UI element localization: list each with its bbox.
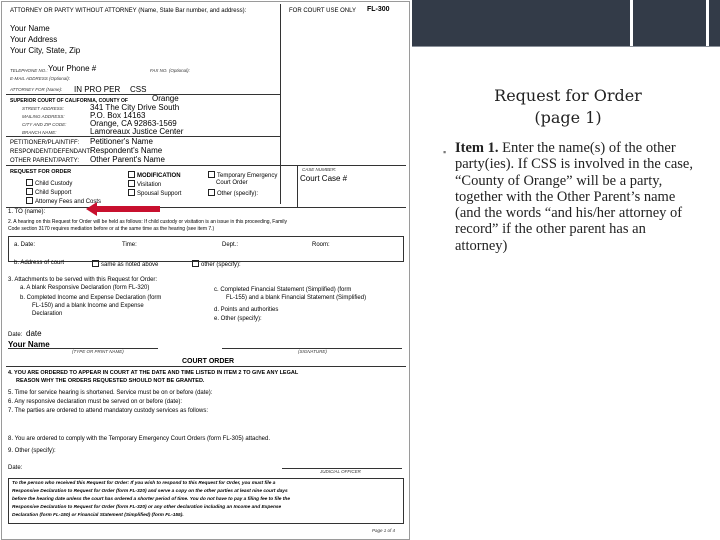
branch-name: Lamoreaux Justice Center <box>90 127 184 136</box>
bullet-lead: Item 1. <box>455 140 499 156</box>
attorney-fees-option: Attorney Fees and Costs <box>26 197 101 205</box>
modification-option: MODIFICATION <box>128 171 181 179</box>
your-name: Your Name <box>10 24 50 33</box>
notice-line3: before the hearing date unless the court has ordered a shorter period of time. You do not have to pay a filing fee to file the <box>12 497 290 502</box>
same-as-option: same as noted above <box>92 260 158 268</box>
respondent-label: RESPONDENT/DEFENDANT: <box>10 149 92 155</box>
header-divider <box>412 46 720 47</box>
child-support-option: Child Support <box>26 188 71 196</box>
court-order-item5: 5. Time for service hearing is shortened. Service must be on or before (date): <box>8 390 213 396</box>
signature-label: (SIGNATURE) <box>298 349 327 354</box>
mailing-label: MAILING ADDRESS: <box>22 114 65 119</box>
telephone-label: TELEPHONE NO.: <box>10 68 48 73</box>
hearing-time-label: Time: <box>122 242 137 248</box>
type-print-label: (TYPE OR PRINT NAME) <box>72 349 124 354</box>
fax-label: FAX NO. (Optional): <box>150 68 190 73</box>
request-for-order-label: REQUEST FOR ORDER <box>10 169 72 175</box>
notice-line4: Responsive Declaration to Request for Order (form FL-320) or any other declaration including an Income and Expense <box>12 505 282 510</box>
street-address: 341 The City Drive South <box>90 103 180 112</box>
email-label: E-MAIL ADDRESS (Optional): <box>10 76 71 81</box>
court-order-item4: 4. YOU ARE ORDERED TO APPEAR IN COURT AT THE DATE AND TIME LISTED IN ITEM 2 TO GIVE ANY LEGAL <box>8 370 299 376</box>
slide-title-line1: Request for Order <box>494 86 642 105</box>
attachment-e: e. Other (specify): <box>214 316 262 322</box>
date-sig-label: Date: <box>8 332 23 338</box>
page-of-label: Page 1 of 4 <box>372 528 396 533</box>
header-bar-left <box>412 0 630 46</box>
hearing-dept-label: Dept.: <box>222 242 239 248</box>
attachment-c-line2: FL-155) and a blank Financial Statement (Simplified) <box>226 295 367 301</box>
court-order-item8: 8. You are ordered to comply with the Temporary Emergency Court Orders (form FL-305) attached. <box>8 436 271 442</box>
notice-line2: Responsive Declaration to Request for Order (form FL-320) and serve a copy on the other parties at least nine court days <box>12 489 288 494</box>
item2-hearing: 2. A hearing on this Request for Order will be held as follows: If child custody or visitation is an issue in this proceeding, Family <box>8 219 288 225</box>
court-order-label: Court Order <box>216 180 248 186</box>
your-city: Your City, State, Zip <box>10 46 81 55</box>
court-order-item7: 7. The parties are ordered to attend mandatory custody services as follows: <box>8 408 208 414</box>
red-arrow-shaft <box>94 206 160 212</box>
form-fl300-image <box>1 1 410 540</box>
slide-title <box>470 85 666 129</box>
item1-to-name: 1. TO (name): <box>8 209 46 215</box>
petitioner-name: Petitioner's Name <box>90 137 153 146</box>
your-phone: Your Phone # <box>48 64 97 73</box>
attachment-b: b. Completed Income and Expense Declaration (form <box>20 295 162 301</box>
other-parent-label: OTHER PARENT/PARTY: <box>10 158 80 164</box>
other-court-option: other (specify): <box>192 260 241 268</box>
css-label: CSS <box>130 85 147 94</box>
respondent-name: Respondent's Name <box>90 146 163 155</box>
judicial-officer-label: JUDICIAL OFFICER <box>320 469 361 474</box>
child-custody-option: Child Custody <box>26 179 72 187</box>
court-order-item9: 9. Other (specify): <box>8 448 56 454</box>
attachment-d: d. Points and authorities <box>214 307 279 313</box>
notice-line5: Declaration (form FL-150) or Financial Statement (Simplified) (form FL-155). <box>12 513 184 518</box>
bullet-item <box>443 140 695 254</box>
hearing-date-label: a. Date: <box>14 242 36 248</box>
date-footer-label: Date: <box>8 465 23 471</box>
slide-title-line2: (page 1) <box>534 108 602 127</box>
other-specify-option: Other (specify): <box>208 189 258 197</box>
petitioner-label: PETITIONER/PLAINTIFF: <box>10 140 80 146</box>
header-bar-middle <box>633 0 706 46</box>
temp-emergency-option: Temporary Emergency <box>208 171 277 179</box>
county-name: Orange <box>152 94 179 103</box>
attachment-c: c. Completed Financial Statement (Simplified) (form <box>214 287 352 293</box>
case-number: Court Case # <box>300 174 348 183</box>
court-order-heading: COURT ORDER <box>182 358 235 365</box>
attachment-a: a. A blank Responsive Declaration (form FL-320) <box>20 285 150 291</box>
date-value: date <box>26 329 42 338</box>
attorney-for-label: ATTORNEY FOR (Name): <box>10 87 63 92</box>
court-order-item6: 6. Any responsive declaration must be served on or before (date): <box>8 399 183 405</box>
item3-attachments: 3. Attachments to be served with this Request for Order: <box>8 277 158 283</box>
superior-court-label: SUPERIOR COURT OF CALIFORNIA, COUNTY OF <box>10 98 128 104</box>
spousal-support-option: Spousal Support <box>128 189 181 197</box>
court-order-item4-cont: REASON WHY THE ORDERS REQUESTED SHOULD NOT BE GRANTED. <box>16 378 205 384</box>
in-pro-per: IN PRO PER <box>74 85 121 94</box>
other-parent-name: Other Parent's Name <box>90 155 165 164</box>
bullet-text: Enter the name(s) of the other party(ies). If CSS is involved in the case, “County of Orange” will be a party, together with the Other Parent’s name (and the words “and his/her attorney of record” if the other parent has an attorney) <box>455 140 693 254</box>
address-court-label: b. Address of court <box>14 260 65 266</box>
branch-label: BRANCH NAME: <box>22 130 57 135</box>
form-number: FL-300 <box>367 6 390 13</box>
street-label: STREET ADDRESS: <box>22 106 64 111</box>
case-number-label: CASE NUMBER: <box>302 167 337 172</box>
attachment-b-line2: FL-150) and a blank Income and Expense <box>32 303 144 309</box>
item2-hearing-cont: Code section 3170 requires mediation before or at the same time as the hearing (see item 7.) <box>8 226 215 232</box>
mailing-address: P.O. Box 14163 <box>90 111 146 120</box>
notice-line1: To the person who received this Request for Order: If you wish to respond to this Request for Order, you must file a <box>12 481 276 486</box>
attachment-b-line3: Declaration <box>32 311 63 317</box>
city-zip: Orange, CA 92863-1569 <box>90 119 177 128</box>
hearing-room-label: Room: <box>312 242 330 248</box>
bullet-dot-icon: ▪ <box>443 147 447 157</box>
your-name-signature: Your Name <box>8 340 50 349</box>
your-address: Your Address <box>10 35 58 44</box>
header-bar-right <box>709 0 720 46</box>
visitation-option: Visitation <box>128 180 161 188</box>
for-court-use-label: FOR COURT USE ONLY <box>289 8 357 14</box>
city-label: CITY AND ZIP CODE: <box>22 122 67 127</box>
attorney-label: ATTORNEY OR PARTY WITHOUT ATTORNEY (Name, State Bar number, and address): <box>10 8 247 14</box>
